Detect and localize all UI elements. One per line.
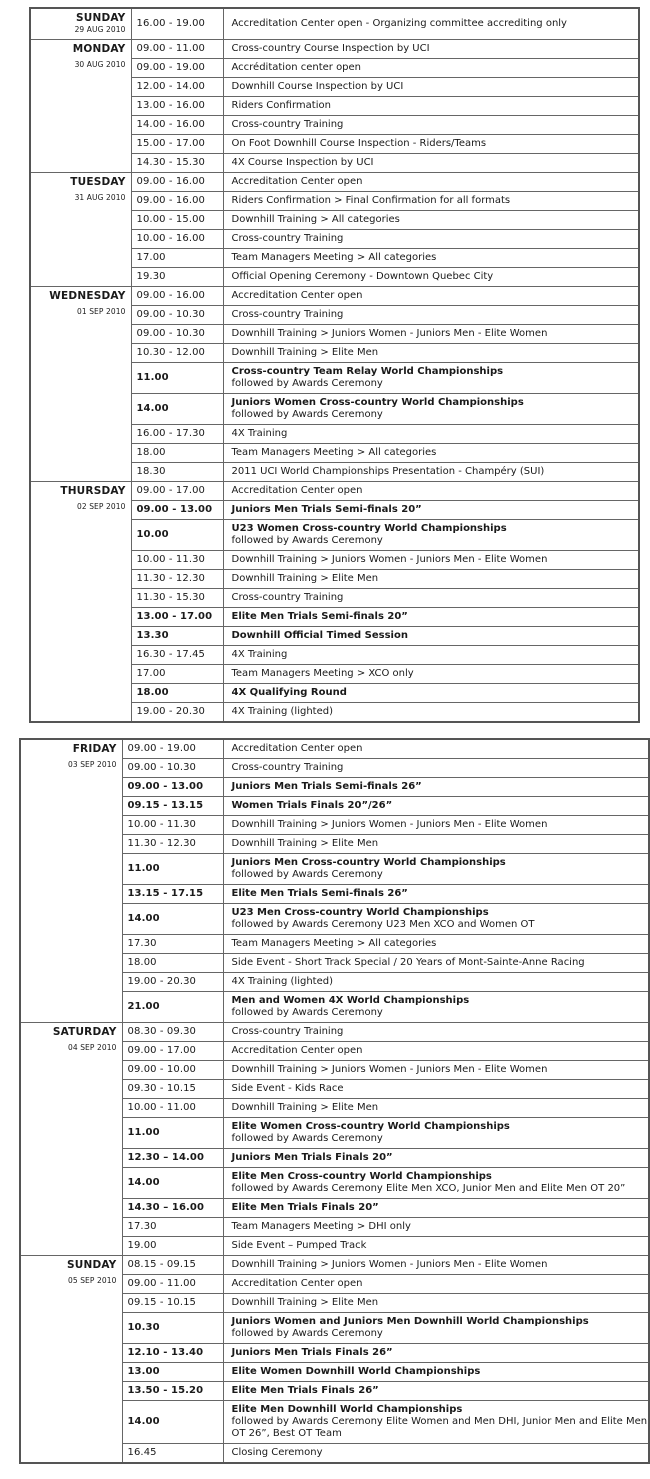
event-time: 10.00 - 11.30	[131, 551, 223, 570]
event-time: 11.30 - 15.30	[131, 589, 223, 608]
day-cell	[30, 173, 131, 287]
event-cell	[223, 520, 639, 551]
event-cell	[223, 1401, 649, 1444]
event-time: 19.00 - 20.30	[131, 703, 223, 723]
event-cell	[223, 739, 649, 759]
event-title: Accreditation Center open	[231, 743, 363, 754]
event-title: On Foot Downhill Course Inspection - Riders/Teams	[231, 138, 487, 149]
event-cell	[223, 344, 639, 363]
event-cell	[223, 816, 649, 835]
event-cell	[223, 1313, 649, 1344]
day-cell	[20, 1256, 122, 1464]
event-time: 17.00	[131, 249, 223, 268]
event-title: Accreditation Center open	[231, 176, 363, 187]
event-title: Men and Women 4X World Championships	[231, 995, 470, 1006]
event-title: Cross-country Training	[231, 1026, 344, 1037]
event-time: 09.00 - 10.30	[122, 759, 223, 778]
day-date: 05 SEP 2010	[67, 1276, 117, 1285]
day-name: FRIDAY	[72, 743, 117, 755]
event-cell	[223, 778, 649, 797]
event-title: Elite Men Trials Semi-finals 20”	[231, 611, 408, 622]
event-title: Elite Men Trials Semi-finals 26”	[231, 888, 408, 899]
day-cell	[30, 482, 131, 723]
event-title: U23 Women Cross-country World Championships	[231, 523, 507, 534]
event-time: 13.00 - 17.00	[131, 608, 223, 627]
event-cell	[223, 78, 639, 97]
schedule-row	[30, 8, 639, 40]
event-cell	[223, 1237, 649, 1256]
event-cell	[223, 394, 639, 425]
schedule-row	[30, 287, 639, 306]
day-name: WEDNESDAY	[49, 290, 126, 302]
event-time: 10.00 - 11.30	[122, 816, 223, 835]
event-title: Elite Women Downhill World Championships	[231, 1366, 481, 1377]
day-date: 31 AUG 2010	[74, 193, 126, 202]
event-title: Downhill Training > Juniors Women - Juniors Men - Elite Women	[231, 1064, 548, 1075]
event-cell	[223, 306, 639, 325]
event-cell	[223, 1382, 649, 1401]
event-time: 12.30 – 14.00	[122, 1149, 223, 1168]
schedule-row	[20, 1023, 649, 1042]
event-title: Cross-country Team Relay World Championships	[231, 366, 504, 377]
event-time: 09.00 - 17.00	[131, 482, 223, 501]
event-time: 09.15 - 13.15	[122, 797, 223, 816]
event-cell	[223, 211, 639, 230]
event-title: Team Managers Meeting > All categories	[231, 938, 437, 949]
day-name: TUESDAY	[70, 176, 126, 188]
event-cell	[223, 154, 639, 173]
event-title: Elite Men Downhill World Championships	[231, 1404, 463, 1415]
event-time: 09.00 - 16.00	[131, 173, 223, 192]
event-time: 09.00 - 19.00	[122, 739, 223, 759]
event-time: 18.30	[131, 463, 223, 482]
event-title: Riders Confirmation	[231, 100, 331, 111]
event-cell	[223, 1023, 649, 1042]
event-title: Elite Women Cross-country World Championships	[231, 1121, 510, 1132]
event-cell	[223, 192, 639, 211]
event-subtitle: followed by Awards Ceremony	[231, 869, 383, 880]
event-time: 10.00 - 11.00	[122, 1099, 223, 1118]
event-cell	[223, 854, 649, 885]
event-title: Downhill Training > Juniors Women - Juniors Men - Elite Women	[231, 819, 548, 830]
event-cell	[223, 1294, 649, 1313]
event-cell	[223, 463, 639, 482]
event-time: 10.30 - 12.00	[131, 344, 223, 363]
day-cell	[20, 739, 122, 1023]
event-title: Juniors Men Cross-country World Championships	[231, 857, 506, 868]
event-time: 13.15 - 17.15	[122, 885, 223, 904]
event-title: Downhill Training > Elite Men	[231, 838, 379, 849]
day-name: MONDAY	[72, 43, 126, 55]
event-time: 17.30	[122, 1218, 223, 1237]
event-title: Cross-country Training	[231, 119, 344, 130]
event-time: 14.00	[122, 1401, 223, 1444]
event-time: 16.30 - 17.45	[131, 646, 223, 665]
event-time: 19.30	[131, 268, 223, 287]
event-time: 09.00 - 10.30	[131, 325, 223, 344]
schedule-row	[30, 482, 639, 501]
day-name: SUNDAY	[66, 1259, 117, 1271]
event-cell	[223, 885, 649, 904]
event-title: Elite Men Trials Finals 20”	[231, 1202, 379, 1213]
event-time: 09.15 - 10.15	[122, 1294, 223, 1313]
event-subtitle: followed by Awards Ceremony	[231, 535, 383, 546]
event-title: Downhill Training > Juniors Women - Juniors Men - Elite Women	[231, 1259, 548, 1270]
event-title: 4X Training	[231, 428, 288, 439]
event-time: 14.00	[122, 904, 223, 935]
event-cell	[223, 249, 639, 268]
event-cell	[223, 325, 639, 344]
event-title: U23 Men Cross-country World Championships	[231, 907, 489, 918]
event-title: Riders Confirmation > Final Confirmation for all formats	[231, 195, 511, 206]
event-title: Downhill Training > Juniors Women - Juniors Men - Elite Women	[231, 328, 548, 339]
event-cell	[223, 363, 639, 394]
event-time: 16.45	[122, 1444, 223, 1464]
event-title: Closing Ceremony	[231, 1447, 323, 1458]
event-time: 09.00 - 11.00	[131, 40, 223, 59]
event-cell	[223, 1363, 649, 1382]
event-cell	[223, 8, 639, 40]
event-cell	[223, 608, 639, 627]
event-title: Downhill Training > Elite Men	[231, 1102, 379, 1113]
event-time: 17.30	[122, 935, 223, 954]
event-title: Cross-country Training	[231, 309, 344, 320]
event-cell	[223, 759, 649, 778]
event-time: 11.30 - 12.30	[131, 570, 223, 589]
event-title: Accreditation Center open - Organizing committee accrediting only	[231, 18, 567, 29]
event-time: 18.00	[131, 684, 223, 703]
event-cell	[223, 1168, 649, 1199]
event-cell	[223, 482, 639, 501]
event-time: 14.00 - 16.00	[131, 116, 223, 135]
day-date: 29 AUG 2010	[74, 25, 126, 34]
event-subtitle: followed by Awards Ceremony	[231, 1133, 383, 1144]
event-cell	[223, 425, 639, 444]
event-time: 14.30 - 15.30	[131, 154, 223, 173]
day-date: 03 SEP 2010	[67, 760, 117, 769]
event-time: 11.30 - 12.30	[122, 835, 223, 854]
day-cell	[30, 287, 131, 482]
event-title: Accreditation Center open	[231, 290, 363, 301]
event-title: Juniors Men Trials Semi-finals 20”	[231, 504, 422, 515]
event-time: 15.00 - 17.00	[131, 135, 223, 154]
event-cell	[223, 665, 639, 684]
event-cell	[223, 1256, 649, 1275]
event-subtitle: followed by Awards Ceremony	[231, 1328, 383, 1339]
event-title: 4X Training (lighted)	[231, 976, 333, 987]
day-cell	[30, 8, 131, 40]
event-cell	[223, 1275, 649, 1294]
event-title: Accreditation Center open	[231, 1045, 363, 1056]
event-time: 13.00 - 16.00	[131, 97, 223, 116]
day-cell	[30, 40, 131, 173]
event-title: Side Event - Kids Race	[231, 1083, 344, 1094]
event-title: Cross-country Course Inspection by UCI	[231, 43, 430, 54]
event-cell	[223, 973, 649, 992]
event-title: Downhill Training > Juniors Women - Juniors Men - Elite Women	[231, 554, 548, 565]
event-cell	[223, 570, 639, 589]
event-time: 11.00	[122, 854, 223, 885]
event-cell	[223, 287, 639, 306]
event-cell	[223, 954, 649, 973]
event-cell	[223, 230, 639, 249]
event-time: 12.10 - 13.40	[122, 1344, 223, 1363]
event-title: Elite Men Trials Finals 26”	[231, 1385, 379, 1396]
event-time: 13.30	[131, 627, 223, 646]
event-cell	[223, 1042, 649, 1061]
event-cell	[223, 935, 649, 954]
event-cell	[223, 1199, 649, 1218]
event-title: Cross-country Training	[231, 762, 344, 773]
event-title: Side Event – Pumped Track	[231, 1240, 367, 1251]
event-cell	[223, 904, 649, 935]
event-time: 09.00 - 10.00	[122, 1061, 223, 1080]
day-name: SUNDAY	[75, 12, 126, 24]
event-cell	[223, 1344, 649, 1363]
event-cell	[223, 551, 639, 570]
event-time: 09.00 - 13.00	[122, 778, 223, 797]
event-cell	[223, 444, 639, 463]
event-cell	[223, 703, 639, 723]
event-cell	[223, 1061, 649, 1080]
event-time: 19.00 - 20.30	[122, 973, 223, 992]
event-title: Side Event - Short Track Special / 20 Years of Mont-Sainte-Anne Racing	[231, 957, 585, 968]
event-subtitle: followed by Awards Ceremony	[231, 378, 383, 389]
event-title: Team Managers Meeting > DHI only	[231, 1221, 411, 1232]
event-time: 13.50 - 15.20	[122, 1382, 223, 1401]
event-subtitle: followed by Awards Ceremony Elite Women and Men DHI, Junior Men and Elite Men OT 26”, Best OT Team	[231, 1416, 648, 1439]
event-cell	[223, 173, 639, 192]
day-name: SATURDAY	[52, 1026, 117, 1038]
schedule-body	[30, 8, 639, 722]
event-title: Juniors Men Trials Finals 26”	[231, 1347, 393, 1358]
event-time: 09.00 - 10.30	[131, 306, 223, 325]
event-cell	[223, 97, 639, 116]
day-date: 02 SEP 2010	[76, 502, 126, 511]
event-cell	[223, 1149, 649, 1168]
event-title: Team Managers Meeting > All categories	[231, 447, 437, 458]
event-cell	[223, 1080, 649, 1099]
event-title: Accreditation Center open	[231, 485, 363, 496]
event-title: 4X Course Inspection by UCI	[231, 157, 374, 168]
event-subtitle: followed by Awards Ceremony	[231, 409, 383, 420]
event-cell	[223, 1218, 649, 1237]
event-title: Downhill Training > Elite Men	[231, 347, 379, 358]
event-time: 17.00	[131, 665, 223, 684]
event-title: Juniors Men Trials Finals 20”	[231, 1152, 393, 1163]
event-title: Juniors Women Cross-country World Championships	[231, 397, 524, 408]
event-title: Downhill Official Timed Session	[231, 630, 408, 641]
event-subtitle: followed by Awards Ceremony U23 Men XCO and Women OT	[231, 919, 535, 930]
event-title: Team Managers Meeting > XCO only	[231, 668, 414, 679]
event-cell	[223, 797, 649, 816]
schedule-table-part-2	[19, 738, 650, 1464]
event-cell	[223, 40, 639, 59]
event-cell	[223, 268, 639, 287]
event-time: 11.00	[131, 363, 223, 394]
schedule-row	[30, 173, 639, 192]
event-title: Downhill Training > Elite Men	[231, 573, 379, 584]
event-cell	[223, 835, 649, 854]
event-cell	[223, 589, 639, 608]
event-title: 4X Qualifying Round	[231, 687, 347, 698]
schedule-table-part-1	[29, 7, 640, 723]
event-title: Downhill Training > Elite Men	[231, 1297, 379, 1308]
event-subtitle: followed by Awards Ceremony Elite Men XCO, Junior Men and Elite Men OT 20”	[231, 1183, 626, 1194]
event-time: 14.00	[122, 1168, 223, 1199]
event-cell	[223, 501, 639, 520]
event-time: 12.00 - 14.00	[131, 78, 223, 97]
event-title: Women Trials Finals 20”/26”	[231, 800, 393, 811]
event-time: 19.00	[122, 1237, 223, 1256]
event-time: 10.00 - 16.00	[131, 230, 223, 249]
event-title: Cross-country Training	[231, 233, 344, 244]
event-cell	[223, 135, 639, 154]
event-time: 10.00	[131, 520, 223, 551]
event-time: 09.00 - 17.00	[122, 1042, 223, 1061]
event-title: Official Opening Ceremony - Downtown Quebec City	[231, 271, 494, 282]
event-title: 4X Training (lighted)	[231, 706, 333, 717]
event-cell	[223, 627, 639, 646]
event-time: 21.00	[122, 992, 223, 1023]
event-time: 09.00 - 16.00	[131, 192, 223, 211]
day-cell	[20, 1023, 122, 1256]
event-cell	[223, 684, 639, 703]
event-time: 18.00	[131, 444, 223, 463]
event-title: Juniors Men Trials Semi-finals 26”	[231, 781, 422, 792]
event-time: 16.00 - 19.00	[131, 8, 223, 40]
event-title: Accreditation Center open	[231, 1278, 363, 1289]
schedule-row	[20, 739, 649, 759]
event-cell	[223, 1118, 649, 1149]
event-time: 10.30	[122, 1313, 223, 1344]
event-time: 09.00 - 13.00	[131, 501, 223, 520]
schedule-row	[30, 40, 639, 59]
event-title: Downhill Course Inspection by UCI	[231, 81, 404, 92]
event-time: 09.00 - 16.00	[131, 287, 223, 306]
event-title: 4X Training	[231, 649, 288, 660]
schedule-body	[20, 739, 649, 1463]
day-date: 30 AUG 2010	[74, 60, 126, 69]
event-subtitle: followed by Awards Ceremony	[231, 1007, 383, 1018]
day-date: 04 SEP 2010	[67, 1043, 117, 1052]
event-title: 2011 UCI World Championships Presentation - Champéry (SUI)	[231, 466, 545, 477]
event-time: 09.30 - 10.15	[122, 1080, 223, 1099]
schedule-row	[20, 1256, 649, 1275]
event-time: 09.00 - 11.00	[122, 1275, 223, 1294]
event-title: Accréditation center open	[231, 62, 362, 73]
event-time: 14.00	[131, 394, 223, 425]
event-time: 14.30 – 16.00	[122, 1199, 223, 1218]
event-title: Cross-country Training	[231, 592, 344, 603]
day-name: THURSDAY	[60, 485, 126, 497]
event-time: 10.00 - 15.00	[131, 211, 223, 230]
event-cell	[223, 646, 639, 665]
event-cell	[223, 1444, 649, 1464]
event-cell	[223, 1099, 649, 1118]
event-time: 08.15 - 09.15	[122, 1256, 223, 1275]
day-date: 01 SEP 2010	[76, 307, 126, 316]
event-time: 16.00 - 17.30	[131, 425, 223, 444]
event-time: 08.30 - 09.30	[122, 1023, 223, 1042]
event-cell	[223, 59, 639, 78]
event-time: 09.00 - 19.00	[131, 59, 223, 78]
event-cell	[223, 992, 649, 1023]
event-time: 18.00	[122, 954, 223, 973]
event-cell	[223, 116, 639, 135]
event-time: 11.00	[122, 1118, 223, 1149]
event-title: Team Managers Meeting > All categories	[231, 252, 437, 263]
event-title: Downhill Training > All categories	[231, 214, 400, 225]
event-title: Elite Men Cross-country World Championships	[231, 1171, 492, 1182]
event-time: 13.00	[122, 1363, 223, 1382]
event-title: Juniors Women and Juniors Men Downhill World Championships	[231, 1316, 589, 1327]
